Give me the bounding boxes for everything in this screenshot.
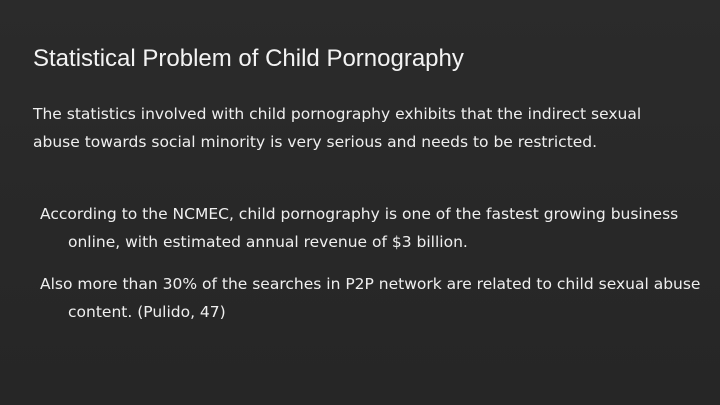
- slide-title: Statistical Problem of Child Pornography: [33, 45, 464, 72]
- bullet-point-ncmec: According to the NCMEC, child pornography is one of the fastest growing business online, with estimated annual revenue of $3 billion.: [40, 205, 679, 251]
- bullet-point-p2p: Also more than 30% of the searches in P2P network are related to child sexual abuse content. (Pulido, 47): [40, 275, 701, 321]
- intro-paragraph: The statistics involved with child pornography exhibits that the indirect sexual abuse towards social minority is very serious and needs to be restricted.: [33, 105, 642, 151]
